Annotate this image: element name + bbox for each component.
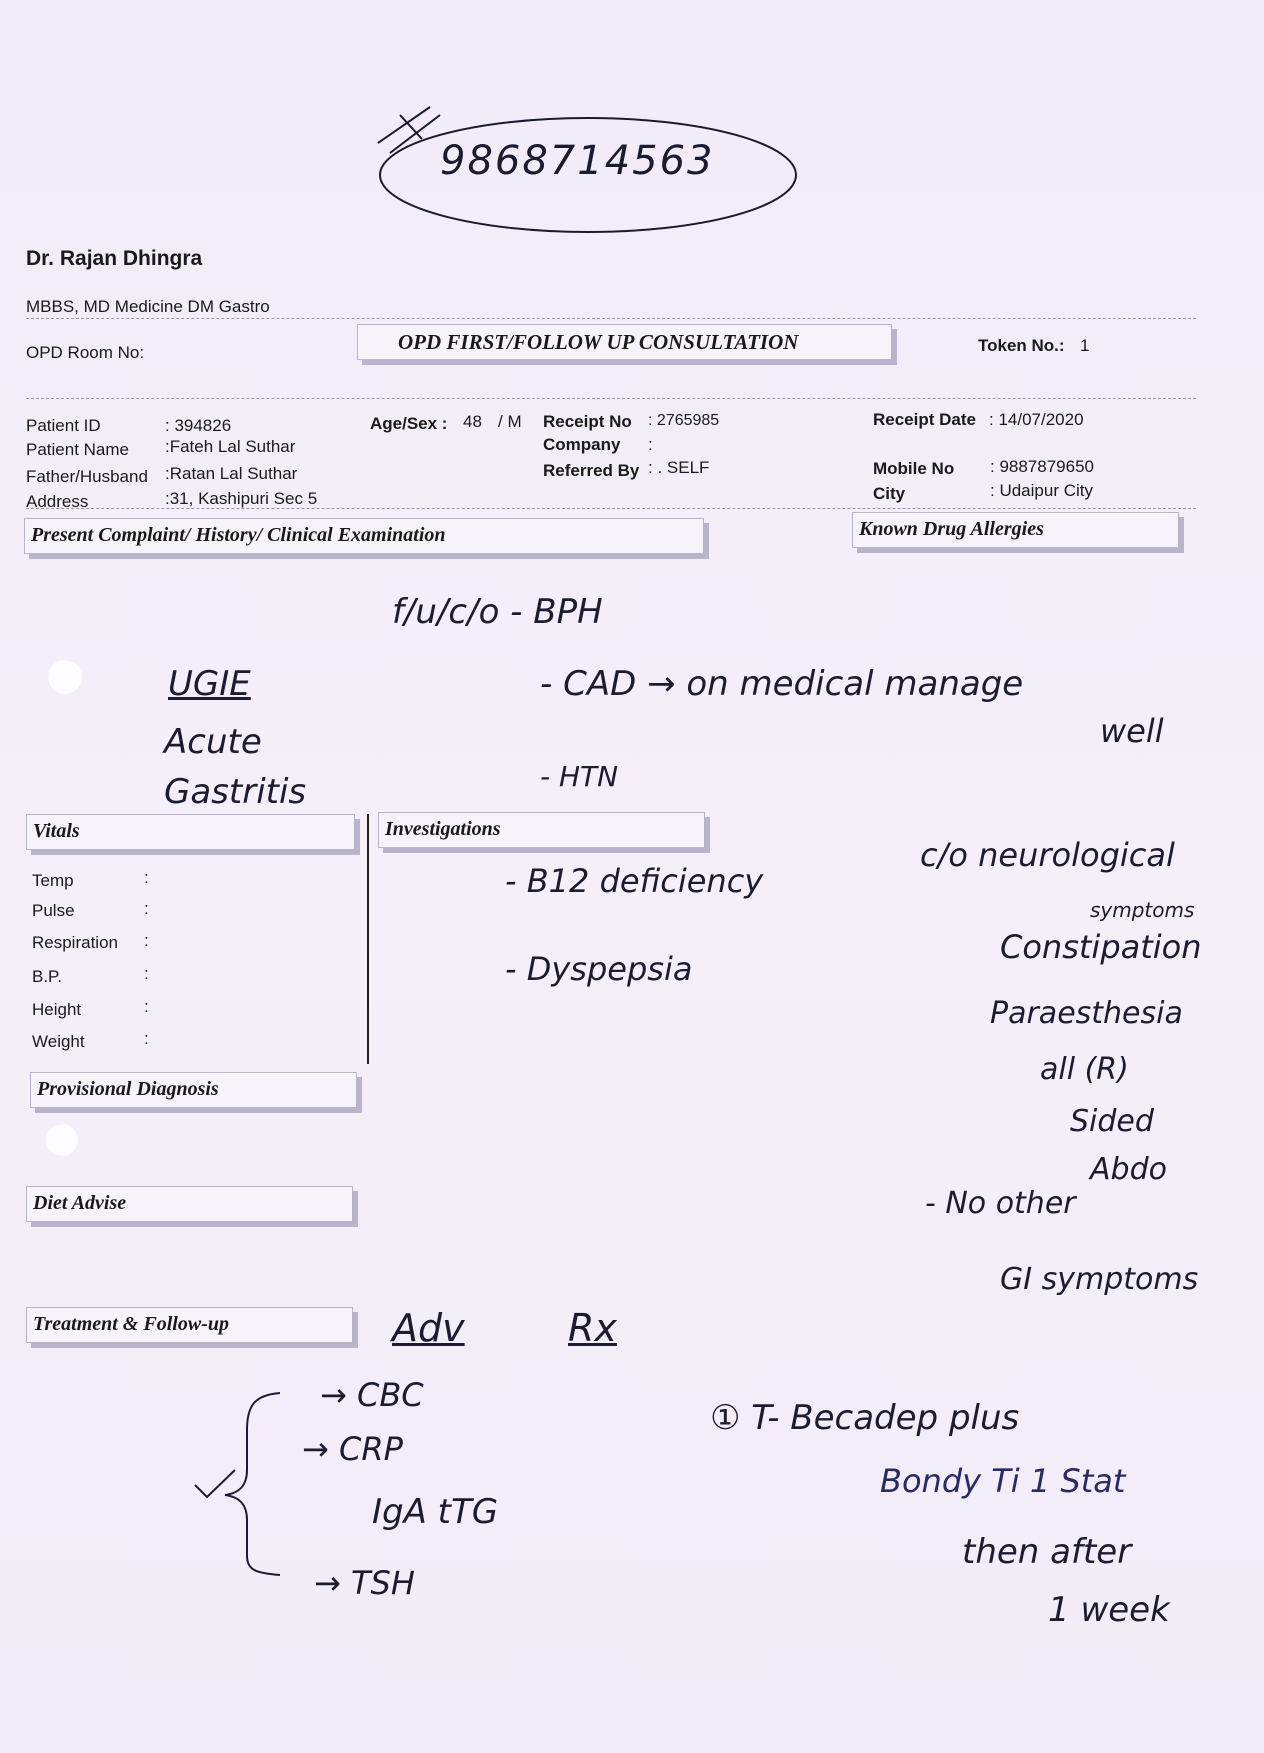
receipt-no-label: Receipt No [543,412,632,431]
mobile-label: Mobile No [873,459,955,478]
vital-temp-label: Temp [32,871,74,890]
page-title: OPD FIRST/FOLLOW UP CONSULTATION [398,330,799,354]
vitals-heading: Vitals [33,820,80,842]
receipt-date-label: Receipt Date [873,410,976,429]
punch-hole [46,1124,78,1156]
hw-neuro-5: all (R) [1040,1052,1129,1087]
address-value: :31, Kashipuri Sec 5 [165,489,318,508]
tests-brace [185,1385,295,1580]
father-value: :Ratan Lal Suthar [165,464,298,483]
token-value: 1 [1080,336,1090,355]
sex-value: / M [498,412,522,431]
hw-b12: - B12 deficiency [505,862,764,900]
hw-crp: → CRP [302,1430,403,1468]
receipt-no-value: : 2765985 [648,412,720,429]
diet-heading: Diet Advise [33,1192,127,1214]
diagnosis-box [30,1072,357,1108]
hw-ugie: UGIE [168,664,251,704]
hw-tsh: → TSH [314,1564,415,1602]
allergies-heading: Known Drug Allergies [859,518,1044,540]
hw-dyspepsia: - Dyspepsia [505,950,693,988]
hw-htn: - HTN [540,760,619,793]
vital-respiration-colon: : [144,931,149,950]
hw-bondy: Bondy Ti 1 Stat [880,1462,1126,1500]
divider [26,398,1196,399]
company-label: Company [543,435,621,454]
referred-value: : . SELF [648,458,710,477]
hw-gastritis: Gastritis [164,772,307,812]
doctor-name: Dr. Rajan Dhingra [26,247,203,270]
hw-igattg: IgA tTG [372,1492,499,1532]
referred-label: Referred By [543,461,640,480]
vital-weight-label: Weight [32,1032,85,1051]
title-box [357,324,892,360]
hw-tablet: ① T- Becadep plus [710,1398,1020,1438]
patient-name-value: :Fateh Lal Suthar [165,437,296,456]
divider [26,508,1196,509]
hw-neuro-4: Paraesthesia [990,996,1183,1031]
hw-neuro-6: Sided [1070,1104,1154,1139]
receipt-date-value: : 14/07/2020 [989,410,1084,429]
vital-bp-colon: : [144,964,149,983]
complaint-heading: Present Complaint/ History/ Clinical Examination [31,524,446,546]
hw-cbc: → CBC [320,1376,424,1414]
hw-acute: Acute [164,722,262,762]
treatment-heading: Treatment & Follow-up [33,1313,229,1335]
hw-neuro-1: c/o neurological [920,836,1175,874]
hw-rx: Rx [568,1306,617,1350]
father-label: Father/Husband [26,467,148,486]
hw-advice: Adv [392,1306,465,1350]
vital-bp-label: B.P. [32,967,62,986]
hw-neuro-9: GI symptoms [1000,1262,1199,1297]
divider [26,318,1196,319]
company-value: : [648,435,653,454]
treatment-box [26,1307,353,1343]
doctor-qualification: MBBS, MD Medicine DM Gastro [26,297,270,316]
patient-name-label: Patient Name [26,440,129,459]
vitals-separator [367,814,369,1064]
investigations-box [378,812,705,848]
investigations-heading: Investigations [385,818,501,840]
token-label: Token No.: [978,336,1065,355]
patient-id-value: : 394826 [165,416,232,435]
age-value: 48 [463,412,482,431]
opd-room-label: OPD Room No: [26,343,145,362]
hw-neuro-3: Constipation [1000,928,1202,966]
patient-id-label: Patient ID [26,416,101,435]
vital-pulse-colon: : [144,899,149,918]
vital-respiration-label: Respiration [32,933,118,952]
mobile-value: : 9887879650 [990,457,1094,476]
vital-pulse-label: Pulse [32,901,75,920]
vital-height-label: Height [32,1000,82,1019]
allergies-box [852,512,1179,548]
vital-temp-colon: : [144,868,149,887]
hw-then: then after [962,1532,1132,1572]
hw-week: 1 week [1048,1590,1170,1630]
complaint-box [24,518,704,554]
vital-weight-colon: : [144,1029,149,1048]
hw-followup: f/u/c/o - BPH [392,592,603,632]
punch-hole [48,660,82,694]
city-label: City [873,484,906,503]
city-value: : Udaipur City [990,481,1093,500]
diet-box [26,1186,353,1222]
hw-neuro-8: - No other [925,1186,1076,1221]
agesex-label: Age/Sex : [370,414,448,433]
hw-well: well [1100,712,1164,750]
vitals-box [26,814,355,850]
hw-neuro-7: Abdo [1090,1152,1167,1187]
vital-height-colon: : [144,997,149,1016]
phone-note: 9868714563 [440,138,715,184]
hw-cad: - CAD → on medical manage [540,664,1024,704]
address-label: Address [26,492,89,511]
diagnosis-heading: Provisional Diagnosis [37,1078,219,1100]
hw-neuro-2: symptoms [1090,898,1195,922]
